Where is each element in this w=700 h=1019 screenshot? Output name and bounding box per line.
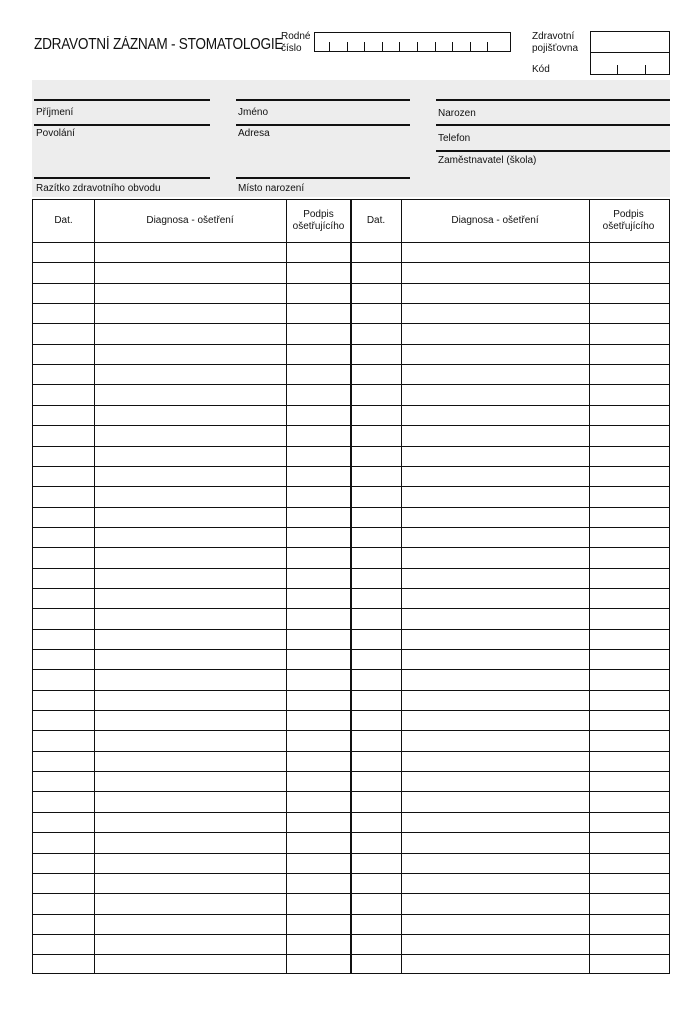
col-divider	[589, 200, 590, 973]
table-row[interactable]	[33, 730, 669, 731]
table-row[interactable]	[33, 873, 669, 874]
table-row[interactable]	[33, 669, 669, 670]
rodne-cislo-tick	[435, 42, 436, 51]
table-row[interactable]	[33, 812, 669, 813]
prijmeni-label: Příjmení	[36, 107, 74, 118]
adresa-label: Adresa	[238, 128, 270, 139]
table-row[interactable]	[33, 629, 669, 630]
rodne-cislo-tick	[347, 42, 348, 51]
table-row[interactable]	[33, 507, 669, 508]
table-row[interactable]	[33, 649, 669, 650]
col-header-dat: Dat.	[54, 215, 73, 226]
table-row[interactable]	[33, 547, 669, 548]
table-row[interactable]	[33, 934, 669, 935]
jmeno-label: Jméno	[238, 107, 269, 118]
zamestnavatel-label: Zaměstnavatel (škola)	[438, 155, 537, 166]
adresa-line	[236, 124, 410, 126]
jmeno-line	[236, 99, 410, 101]
col-divider	[286, 200, 287, 973]
table-row[interactable]	[33, 588, 669, 589]
povolani-label: Povolání	[36, 128, 75, 139]
povolani-line	[34, 124, 210, 126]
telefon-label: Telefon	[438, 133, 471, 144]
table-row[interactable]	[33, 344, 669, 345]
table-row[interactable]	[33, 710, 669, 711]
col-header-diagnosa-2: Diagnosa - ošetření	[451, 215, 539, 226]
treatment-table	[32, 199, 670, 974]
rodne-cislo-tick	[382, 42, 383, 51]
table-row[interactable]	[33, 262, 669, 263]
misto-narozeni-label: Místo narození	[238, 183, 305, 194]
table-row[interactable]	[33, 242, 669, 243]
table-row[interactable]	[33, 608, 669, 609]
pojistovna-divider	[591, 52, 669, 53]
zamestnavatel-line	[436, 150, 670, 152]
rodne-cislo-label: Rodné číslo	[281, 31, 311, 54]
telefon-line	[436, 124, 670, 126]
table-row[interactable]	[33, 690, 669, 691]
table-row[interactable]	[33, 853, 669, 854]
col-divider	[94, 200, 95, 973]
table-row[interactable]	[33, 405, 669, 406]
col-divider	[401, 200, 402, 973]
col-divider-center	[350, 200, 352, 973]
rodne-cislo-tick	[417, 42, 418, 51]
table-row[interactable]	[33, 832, 669, 833]
col-header-podpis-2: Podpis ošetřujícího	[602, 209, 655, 232]
table-row[interactable]	[33, 771, 669, 772]
table-row[interactable]	[33, 303, 669, 304]
col-header-diagnosa: Diagnosa - ošetření	[146, 215, 234, 226]
kod-label: Kód	[532, 64, 550, 75]
razitko-line	[34, 177, 210, 179]
rodne-cislo-tick	[470, 42, 471, 51]
table-row[interactable]	[33, 791, 669, 792]
narozen-line	[436, 99, 670, 101]
table-row[interactable]	[33, 914, 669, 915]
table-row[interactable]	[33, 425, 669, 426]
rodne-cislo-tick	[399, 42, 400, 51]
razitko-label: Razítko zdravotního obvodu	[36, 183, 161, 194]
form-title: ZDRAVOTNÍ ZÁZNAM - STOMATOLOGIE	[34, 36, 284, 53]
table-row[interactable]	[33, 466, 669, 467]
table-row[interactable]	[33, 323, 669, 324]
narozen-label: Narozen	[438, 108, 476, 119]
table-row[interactable]	[33, 527, 669, 528]
misto-narozeni-line	[236, 177, 410, 179]
kod-tick	[645, 65, 646, 74]
table-row[interactable]	[33, 283, 669, 284]
table-row[interactable]	[33, 446, 669, 447]
rodne-cislo-tick	[452, 42, 453, 51]
prijmeni-line	[34, 99, 210, 101]
pojistovna-label: Zdravotní pojišťovna	[532, 31, 579, 54]
table-row[interactable]	[33, 384, 669, 385]
table-row[interactable]	[33, 751, 669, 752]
patient-info-panel	[32, 80, 670, 197]
rodne-cislo-field[interactable]	[314, 32, 511, 52]
table-row[interactable]	[33, 568, 669, 569]
kod-tick	[617, 65, 618, 74]
table-row[interactable]	[33, 954, 669, 955]
col-header-podpis: Podpis ošetřujícího	[292, 209, 345, 232]
col-header-dat-2: Dat.	[366, 215, 386, 226]
rodne-cislo-tick	[487, 42, 488, 51]
rodne-cislo-tick	[329, 42, 330, 51]
pojistovna-field[interactable]	[590, 31, 670, 75]
table-row[interactable]	[33, 893, 669, 894]
table-row[interactable]	[33, 364, 669, 365]
table-row[interactable]	[33, 486, 669, 487]
rodne-cislo-tick	[364, 42, 365, 51]
